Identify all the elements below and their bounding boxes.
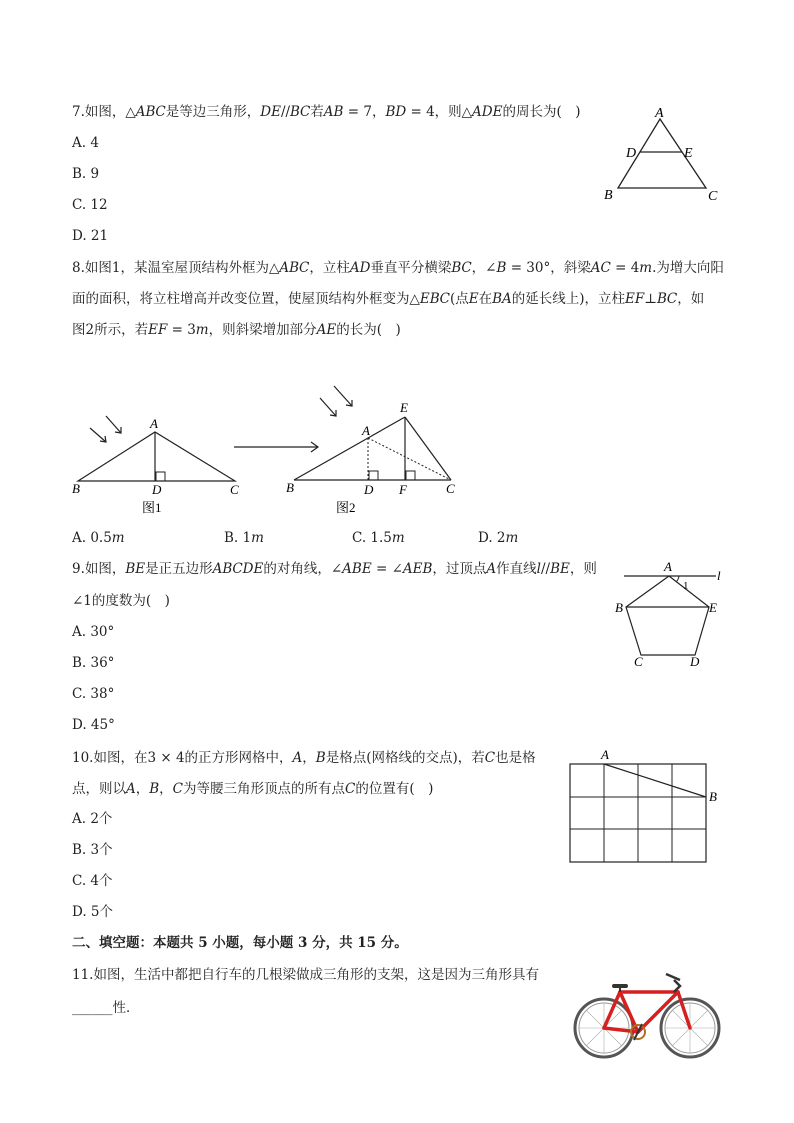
bicycle-illustration: [570, 962, 726, 1066]
q10-stem-line1: 10.如图，在3 × 4的正方形网格中，𝐴，𝐵是格点(网格线的交点)，若𝐶也是格: [72, 750, 536, 766]
q10-option-c: C. 4个: [72, 873, 113, 889]
q9-stem-line2: ∠1的度数为( ): [72, 593, 170, 609]
q8-stem-line1: 8.如图1，某温室屋顶结构外框为△𝐴𝐵𝐶，立柱𝐴𝐷垂直平分横梁𝐵𝐶，∠𝐵 = 30°，斜梁𝐴𝐶 = 4𝑚.为增大向阳: [72, 260, 724, 276]
q11-stem-tail: 性．: [112, 1000, 140, 1016]
q10-label-a: A: [601, 747, 609, 762]
q8-fig2-label-b: B: [286, 480, 294, 495]
q8-fig2-label-f: F: [399, 482, 407, 497]
q8-option-a: A. 0.5𝑚: [72, 530, 125, 546]
q8-fig1-caption: 图1: [142, 500, 162, 515]
q9-option-b: B. 36°: [72, 655, 115, 671]
q10-stem-line2: 点，则以𝐴，𝐵，𝐶为等腰三角形顶点的所有点𝐶的位置有( ): [72, 781, 434, 797]
q8-options-row: [72, 529, 592, 547]
q10-option-b: B. 3个: [72, 842, 113, 858]
q11-stem-line1: 11.如图，生活中都把自行车的几根梁做成三角形的支架，这是因为三角形具有: [72, 967, 539, 983]
q9-label-b: B: [615, 600, 623, 615]
q8-fig2-label-a: A: [362, 423, 370, 438]
q10-option-a: A. 2个: [72, 811, 113, 827]
q8-fig1-label-b: B: [72, 481, 80, 496]
q8-fig1-label-d: D: [152, 482, 162, 497]
q7-label-c: C: [708, 189, 718, 204]
q8-stem-line2: 面的面积，将立柱增高并改变位置，使屋顶结构外框变为△𝐸𝐵𝐶(点𝐸在𝐵𝐴的延长线上)，立柱𝐸𝐹⊥𝐵𝐶，如: [72, 291, 705, 307]
q10-label-b: B: [709, 789, 717, 804]
q7-label-b: B: [604, 188, 613, 203]
q9-option-a: A. 30°: [72, 624, 115, 640]
q10-option-d: D. 5个: [72, 904, 114, 920]
q7-stem: 7.如图，△𝐴𝐵𝐶是等边三角形，𝐷𝐸//𝐵𝐶若𝐴𝐵 = 7，𝐵𝐷 = 4，则△𝐴𝐷𝐸的周长为( ): [72, 104, 581, 120]
q8-option-c: C. 1.5𝑚: [352, 530, 405, 546]
q8-fig2-caption: 图2: [336, 500, 356, 515]
q9-label-d: D: [690, 654, 700, 669]
q11-answer-blank[interactable]: ______: [72, 1000, 113, 1016]
q8-fig2-label-c: C: [446, 481, 455, 496]
q7-option-d: D. 21: [72, 228, 109, 244]
q9-label-c: C: [634, 654, 643, 669]
q9-label-angle-1: 1: [683, 580, 689, 592]
q7-option-a: A. 4: [72, 135, 99, 151]
q7-option-c: C. 12: [72, 197, 108, 213]
q8-figures: [68, 380, 468, 520]
q8-option-d: D. 2𝑚: [478, 530, 519, 546]
q7-option-b: B. 9: [72, 166, 100, 182]
q8-stem-line3: 图2所示，若𝐸𝐹 = 3𝑚，则斜梁增加部分𝐴𝐸的长为( ): [72, 322, 401, 338]
q9-option-d: D. 45°: [72, 717, 115, 733]
q9-option-c: C. 38°: [72, 686, 115, 702]
q7-label-d: D: [626, 146, 637, 161]
q8-fig2-label-e: E: [400, 400, 408, 415]
q9-stem-line1: 9.如图，𝐵𝐸是正五边形𝐴𝐵𝐶𝐷𝐸的对角线，∠𝐴𝐵𝐸 = ∠𝐴𝐸𝐵，过顶点𝐴作直线𝑙//𝐵𝐸，则: [72, 561, 597, 577]
q11-stem-line2: [72, 999, 140, 1017]
q7-label-e: E: [684, 146, 693, 161]
q8-fig1-label-c: C: [230, 482, 239, 497]
q9-label-l: l: [717, 568, 721, 583]
q7-label-a: A: [655, 106, 664, 121]
q8-option-b: B. 1𝑚: [224, 530, 264, 546]
q7-triangle-figure: [598, 105, 728, 205]
q9-pentagon-figure: [605, 558, 740, 670]
q9-label-a: A: [664, 559, 672, 574]
q8-fig2-label-d: D: [364, 482, 374, 497]
section2-heading: 二、填空题：本题共 5 小题，每小题 3 分，共 15 分。: [72, 935, 408, 951]
q9-label-e: E: [709, 600, 717, 615]
q8-fig1-label-a: A: [150, 416, 158, 431]
q10-grid-figure: [560, 745, 730, 867]
